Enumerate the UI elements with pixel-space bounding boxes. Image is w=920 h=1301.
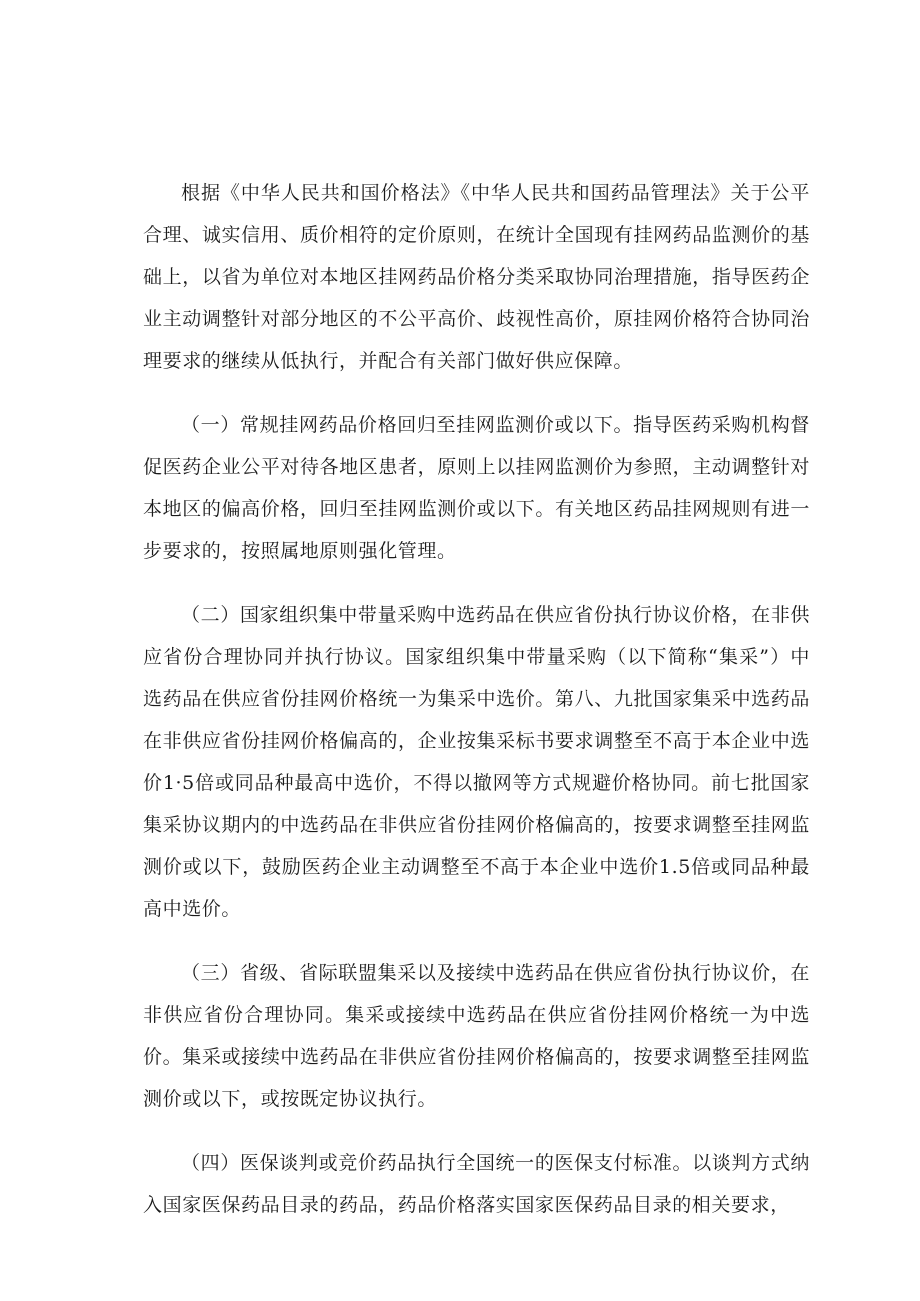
paragraph-section-1: （一）常规挂网药品价格回归至挂网监测价或以下。指导医药采购机构督促医药企业公平对待各地区患者，原则上以挂网监测价为参照，主动调整针对本地区的偏高价格，回归至挂网监测价或以下。有关地区药品挂网规则有进一步要求的，按照属地原则强化管理。 — [143, 414, 810, 562]
paragraph-section-4: （四）医保谈判或竞价药品执行全国统一的医保支付标准。以谈判方式纳入国家医保药品目录的药品，药品价格落实国家医保药品目录的相关要求， — [143, 1152, 810, 1216]
paragraph-section-3: （三）省级、省际联盟集采以及接续中选药品在供应省份执行协议价，在非供应省份合理协同。集采或接续中选药品在供应省份挂网价格统一为中选价。集采或接续中选药品在非供应省份挂网价格偏高的，按要求调整至挂网监测价或以下，或按既定协议执行。 — [143, 962, 810, 1110]
paragraph-intro: 根据《中华人民共和国价格法》《中华人民共和国药品管理法》关于公平合理、诚实信用、质价相符的定价原则，在统计全国现有挂网药品监测价的基础上，以省为单位对本地区挂网药品价格分类采取协同治理措施，指导医药企业主动调整针对部分地区的不公平高价、歧视性高价，原挂网价格符合协同治理要求的继续从低执行，并配合有关部门做好供应保障。 — [143, 182, 810, 372]
document-body — [143, 172, 810, 1248]
paragraph-section-2: （二）国家组织集中带量采购中选药品在供应省份执行协议价格，在非供应省份合理协同并执行协议。国家组织集中带量采购（以下简称“集采”）中选药品在供应省份挂网价格统一为集采中选价。第八、九批国家集采中选药品在非供应省份挂网价格偏高的，企业按集采标书要求调整至不高于本企业中选价1·5倍或同品种最高中选价，不得以撤网等方式规避价格协同。前七批国家集采协议期内的中选药品在非供应省份挂网价格偏高的，按要求调整至挂网监测价或以下，鼓励医药企业主动调整至不高于本企业中选价1.5倍或同品种最高中选价。 — [143, 604, 810, 920]
